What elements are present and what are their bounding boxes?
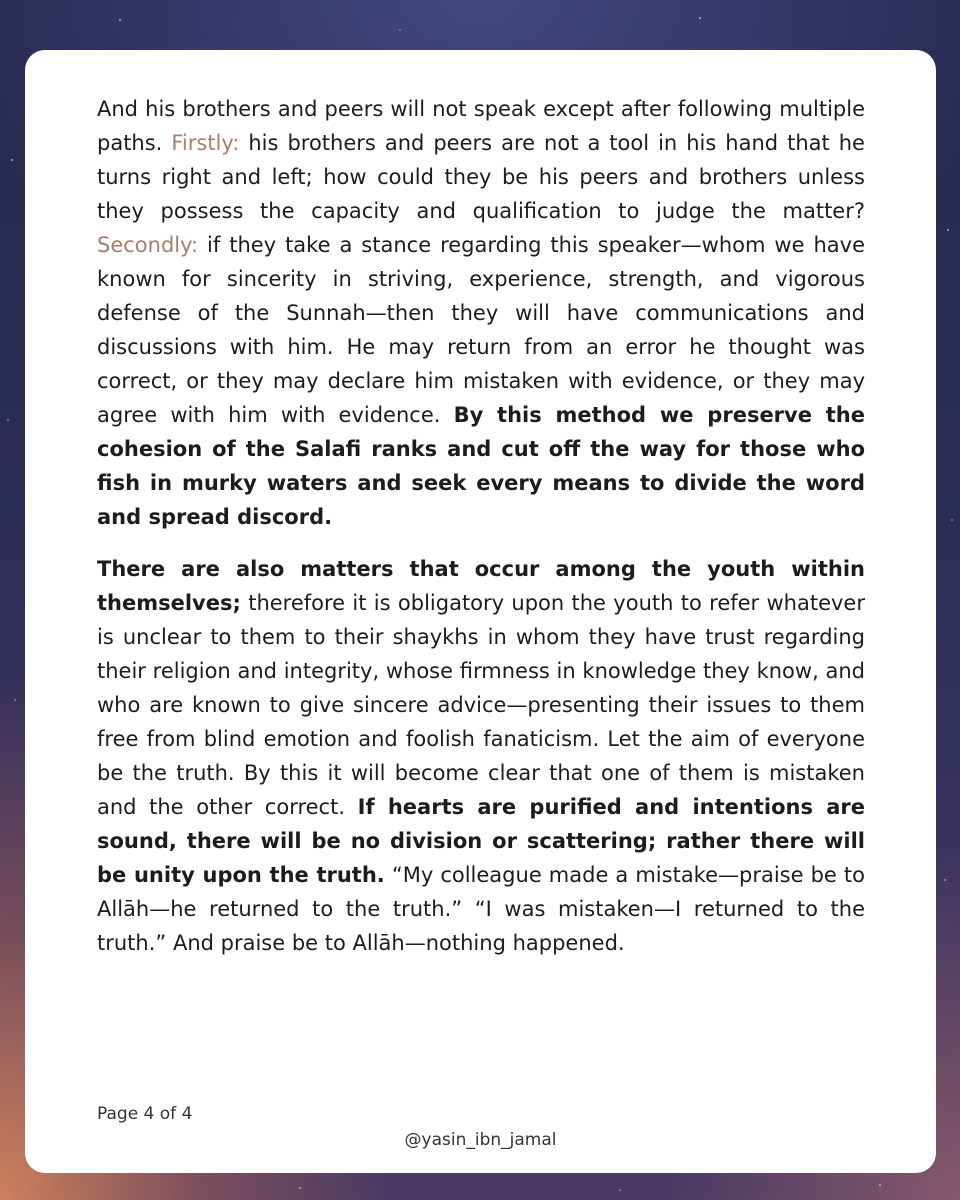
firstly-label: Firstly: — [171, 131, 240, 155]
secondly-label: Secondly: — [97, 233, 199, 257]
paragraph-1-text-1: And his brothers and peers will not speak except after following multiple paths. — [97, 97, 865, 155]
author-handle: @yasin_ibn_jamal — [404, 1130, 557, 1150]
paragraph-2-text-2: “My colleague made a mistake—praise be to Allāh—he returned to the truth.” “I was mistaken—I returned to the truth.” And praise be to Allāh—nothing happened. — [97, 863, 865, 955]
paragraph-1-emphasis: By this method we preserve the cohesion of the Salafi ranks and cut off the way for those who fish in murky waters and seek every means to divide the word and spread discord. — [97, 403, 865, 529]
paragraph-2-text-1: therefore it is obligatory upon the youth to refer whatever is unclear to them to their shaykhs in whom they have trust regarding their religion and integrity, whose firmness in knowledge they know, and who are known to give sincere advice—presenting their issues to them free from blind emotion and foolish fanaticism. Let the aim of everyone be the truth. By this it will become clear that one of them is mistaken and the other correct. — [97, 591, 865, 819]
paragraph-1 — [97, 92, 865, 534]
page-indicator: Page 4 of 4 — [97, 1104, 193, 1124]
paragraph-1-text-2: his brothers and peers are not a tool in his hand that he turns right and left; how could they be his peers and brothers unless they possess the capacity and qualification to judge the matter? — [97, 131, 865, 223]
paragraph-1-text-3: if they take a stance regarding this speaker—whom we have known for sincerity in striving, experience, strength, and vigorous defense of the Sunnah—then they will have communications and discussions with him. He may return from an error he thought was correct, or they may declare him mistaken with evidence, or they may agree with him with evidence. — [97, 233, 865, 427]
article-body — [97, 92, 865, 960]
paragraph-2-emphasis-2: If hearts are purified and intentions are sound, there will be no division or scattering; rather there will be unity upon the truth. — [97, 795, 865, 887]
content-card — [25, 50, 936, 1173]
paragraph-2-emphasis-1: There are also matters that occur among the youth within themselves; — [97, 557, 865, 615]
paragraph-2 — [97, 552, 865, 960]
